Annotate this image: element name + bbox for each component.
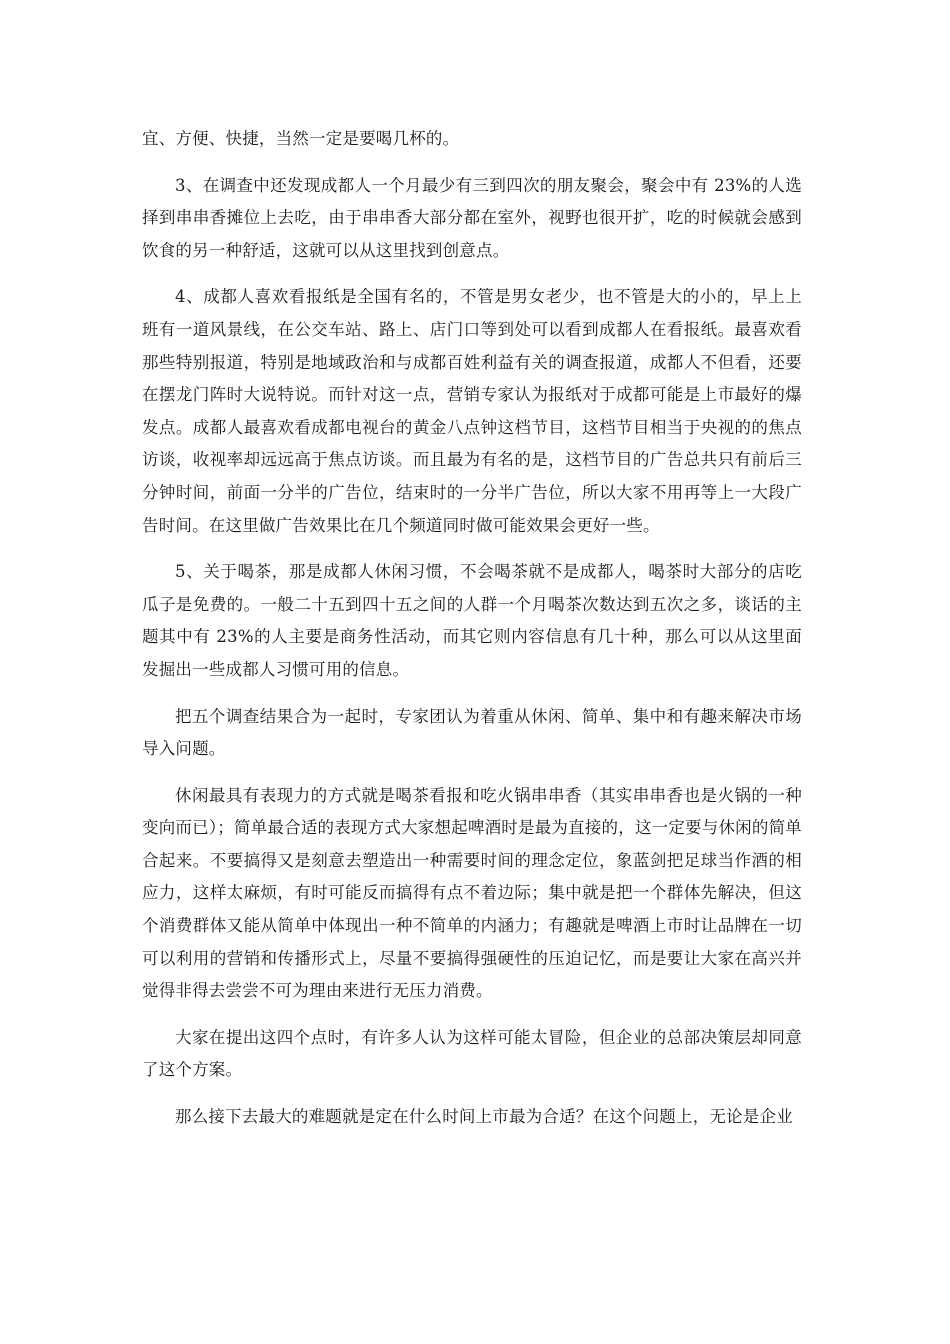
document-body — [142, 123, 802, 1148]
paragraph-timing: 那么接下去最大的难题就是定在什么时间上市最为合适？在这个问题上，无论是企业 — [175, 1107, 793, 1127]
paragraph-finding-3: 3、在调查中还发现成都人一个月最少有三到四次的朋友聚会，聚会中有 23%的人选择到串串香摊位上去吃，由于串串香大部分都在室外，视野也很开扩，吃的时候就会感到饮食的另一种舒适，这就可以从这里找到创意点。 — [142, 175, 802, 260]
paragraph-finding-5: 5、关于喝茶，那是成都人休闲习惯，不会喝茶就不是成都人，喝茶时大部分的店吃瓜子是免费的。一般二十五到四十五之间的人群一个月喝茶次数达到五次之多，谈话的主题其中有 23%的人主要是商务性活动，而其它则内容信息有几十种，那么可以从这里面发掘出一些成都人习惯可用的信息。 — [142, 562, 802, 679]
paragraph-finding-4: 4、成都人喜欢看报纸是全国有名的，不管是男女老少，也不管是大的小的，早上上班有一道风景线，在公交车站、路上、店门口等到处可以看到成都人在看报纸。最喜欢看那些特别报道，特别是地域政治和与成都百姓利益有关的调查报道，成都人不但看，还要在摆龙门阵时大说特说。而针对这一点，营销专家认为报纸对于成都可能是上市最好的爆发点。成都人最喜欢看成都电视台的黄金八点钟这档节目，这档节目相当于央视的的焦点访谈，收视率却远远高于焦点访谈。而且最为有名的是，这档节目的广告总共只有前后三分钟时间，前面一分半的广告位，结束时的一分半广告位，所以大家不用再等上一大段广告时间。在这里做广告效果比在几个频道同时做可能效果会更好一些。 — [142, 287, 802, 535]
paragraph-decision: 大家在提出这四个点时，有许多人认为这样可能太冒险，但企业的总部决策层却同意了这个方案。 — [142, 1027, 802, 1080]
paragraph-strategy: 休闲最具有表现力的方式就是喝茶看报和吃火锅串串香（其实串串香也是火锅的一种变向而已）；简单最合适的表现方式大家想起啤酒时是最为直接的，这一定要与休闲的简单合起来。不要搞得又是刻意去塑造出一种需要时间的理念定位，象蓝剑把足球当作酒的相应力，这样太麻烦，有时可能反而搞得有点不着边际；集中就是把一个群体先解决，但这个消费群体又能从简单中体现出一种不简单的内涵力；有趣就是啤酒上市时让品牌在一切可以利用的营销和传播形式上，尽量不要搞得强硬性的压迫记忆，而是要让大家在高兴并觉得非得去尝尝不可为理由来进行无压力消费。 — [142, 785, 802, 1001]
paragraph-summary: 把五个调查结果合为一起时，专家团认为着重从休闲、简单、集中和有趣来解决市场导入问题。 — [142, 706, 802, 759]
paragraph-continuation: 宜、方便、快捷，当然一定是要喝几杯的。 — [142, 129, 460, 148]
